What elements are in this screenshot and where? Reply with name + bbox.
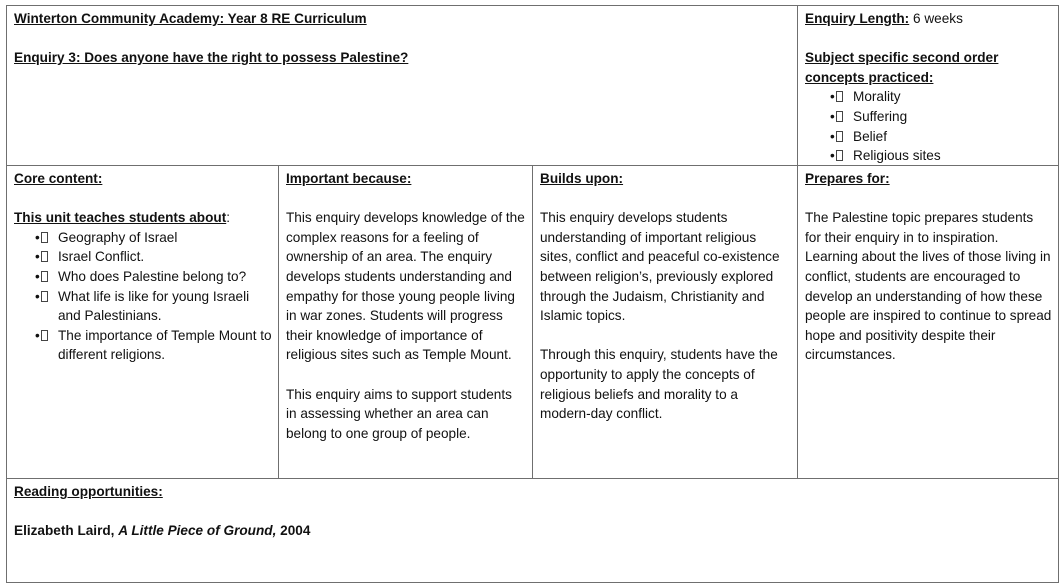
list-item: • Israel Conflict. <box>35 247 272 267</box>
builds-paragraph: Through this enquiry, students have the opportunity to apply the concepts of religious beliefs and morality to a modern-day conflict. <box>540 347 778 422</box>
missing-glyph-icon <box>836 91 843 102</box>
list-item <box>830 87 1052 107</box>
reading-book-title: A Little Piece of Ground, <box>118 523 277 539</box>
builds-paragraph: This enquiry develops students understanding of important religious sites, conflict and peaceful co-existence between religion’s, previously explored through the Judaism, Christianity and Islamic topics. <box>540 210 780 324</box>
list-item: • Who does Palestine belong to? <box>35 267 272 287</box>
bullet-dot-icon: • <box>35 228 48 248</box>
enquiry-length <box>805 9 1052 29</box>
reading-heading: Reading opportunities: <box>14 484 163 499</box>
builds-upon-heading: Builds upon: <box>540 171 624 186</box>
core-content-cell <box>6 165 279 479</box>
missing-glyph-icon <box>41 251 48 262</box>
reading-author: Elizabeth Laird, <box>14 523 115 539</box>
important-because-cell <box>278 165 533 479</box>
concept-label: Morality <box>853 89 901 105</box>
bullet-dot-icon: • <box>830 87 843 107</box>
bullet-dot-icon: • <box>35 287 48 307</box>
bullet-dot-icon: • <box>35 247 48 267</box>
core-content-list <box>14 228 272 365</box>
concepts-heading: Subject specific second order concepts practiced: <box>805 50 999 85</box>
important-paragraph: This enquiry develops knowledge of the complex reasons for a feeling of ownership of an area. The enquiry develops students understanding and empathy for those young people living in war zones. Students will progress their knowledge of importance of religious sites such as Temple Mount. <box>286 210 525 363</box>
missing-glyph-icon <box>836 111 843 122</box>
enquiry-length-label: Enquiry Length: <box>805 11 910 26</box>
builds-upon-cell <box>532 165 798 479</box>
important-paragraph: This enquiry aims to support students in assessing whether an area can belong to one group of people. <box>286 386 512 441</box>
list-item: • What life is like for young Israeli and Palestinians. <box>35 288 250 324</box>
missing-glyph-icon <box>41 330 48 341</box>
enquiry-length-value: 6 weeks <box>913 11 963 26</box>
bullet-dot-icon: • <box>35 267 48 287</box>
enquiry-title: Enquiry 3: Does anyone have the right to possess Palestine? <box>14 50 409 66</box>
reading-cell <box>6 478 1059 583</box>
missing-glyph-icon <box>41 232 48 243</box>
list-item: • Geography of Israel <box>35 228 272 248</box>
list-item: • The importance of Temple Mount to different religions. <box>35 327 272 363</box>
missing-glyph-icon <box>836 150 843 161</box>
enquiry-info-cell <box>797 5 1059 166</box>
bullet-dot-icon: • <box>35 326 48 346</box>
prepares-for-cell <box>797 165 1059 479</box>
concept-label: Religious sites <box>853 148 941 164</box>
missing-glyph-icon <box>836 131 843 142</box>
concept-label: Belief <box>853 128 888 144</box>
core-content-subheading: This unit teaches students about: <box>14 210 231 226</box>
prepares-for-heading: Prepares for: <box>805 171 890 186</box>
list-item <box>830 146 1052 166</box>
list-item <box>830 107 1052 127</box>
title-cell <box>6 5 798 166</box>
missing-glyph-icon <box>41 291 48 302</box>
important-because-heading: Important because: <box>286 171 412 186</box>
school-title: Winterton Community Academy: Year 8 RE Curriculum <box>14 11 367 26</box>
bullet-dot-icon: • <box>830 127 843 147</box>
reading-year: 2004 <box>280 523 311 539</box>
prepares-paragraph: The Palestine topic prepares students for their enquiry in to inspiration. Learning about the lives of those living in conflict, students are encouraged to develop an understanding of how these people are inspired to continue to spread hope and positivity despite their circumstances. <box>805 210 1052 363</box>
concept-label: Suffering <box>853 108 908 124</box>
core-content-heading: Core content: <box>14 171 103 186</box>
missing-glyph-icon <box>41 271 48 282</box>
bullet-dot-icon: • <box>830 107 843 127</box>
concepts-list <box>805 87 1052 165</box>
reading-reference <box>14 521 1052 541</box>
list-item <box>830 127 1052 147</box>
bullet-dot-icon: • <box>830 146 843 166</box>
